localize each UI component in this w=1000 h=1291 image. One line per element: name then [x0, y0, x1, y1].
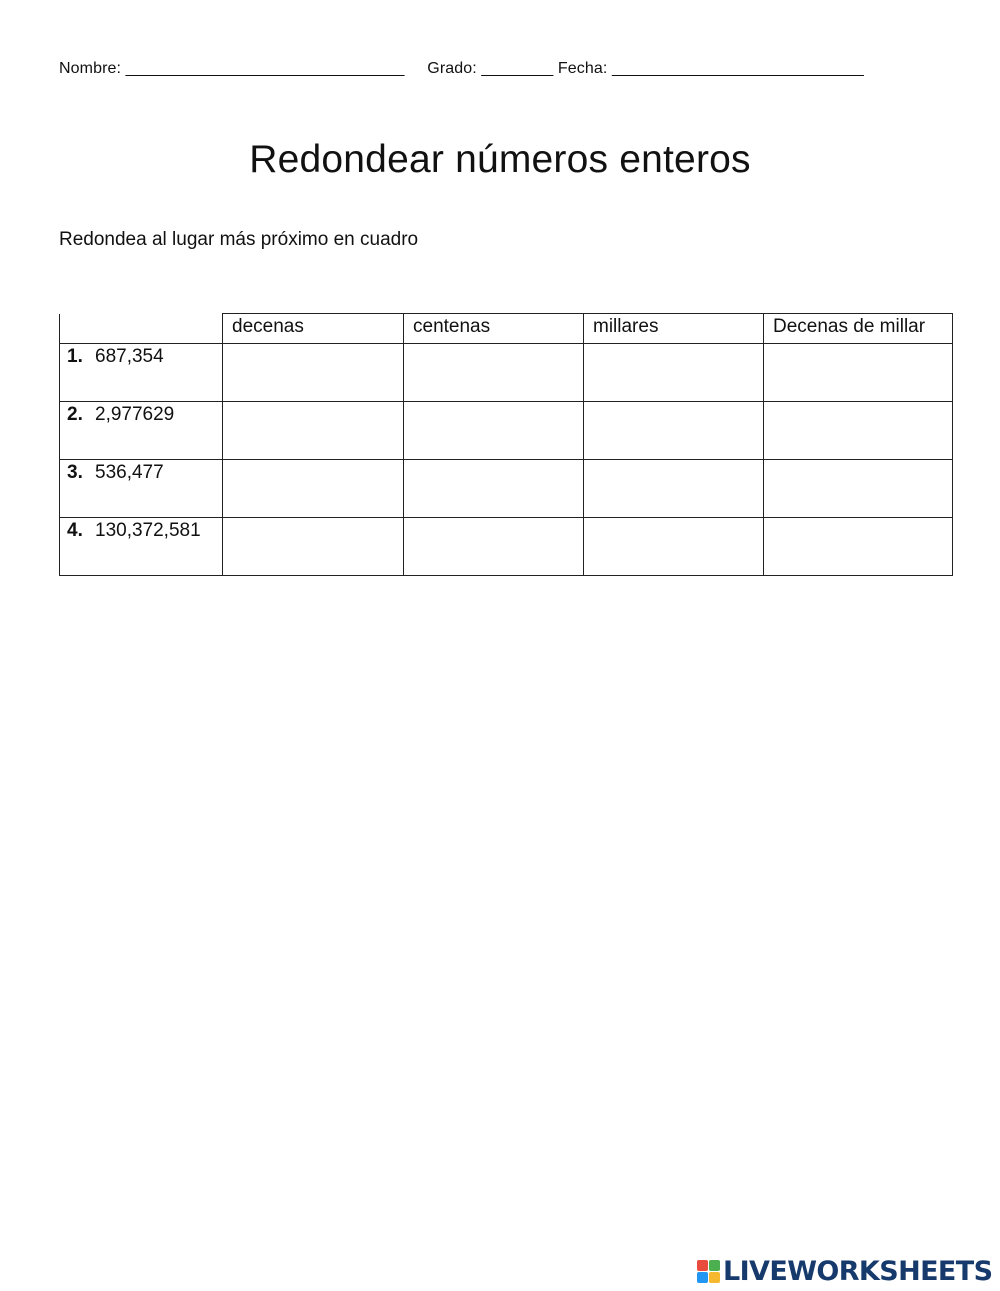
liveworksheets-logo: [697, 1256, 992, 1286]
student-info-line: [59, 60, 864, 78]
table-row: [60, 460, 953, 518]
rounding-table: [59, 313, 953, 576]
row-number: 2.: [67, 404, 83, 425]
column-header-blank: [60, 314, 223, 344]
row-number: 1.: [67, 346, 83, 367]
page-title: Redondear números enteros: [249, 138, 751, 181]
row-number: 4.: [67, 520, 83, 541]
nombre-blank[interactable]: _______________________________: [125, 60, 405, 77]
table-row: [60, 344, 953, 402]
number-value: 2,977629: [95, 404, 175, 425]
row-number: 3.: [67, 462, 83, 483]
answer-cell-decenas-de-millar[interactable]: [764, 344, 953, 402]
number-cell: [60, 344, 223, 402]
answer-cell-centenas[interactable]: [404, 344, 584, 402]
column-header-decenas-de-millar: Decenas de millar: [764, 314, 953, 344]
answer-cell-millares[interactable]: [584, 402, 764, 460]
answer-cell-decenas-de-millar[interactable]: [764, 402, 953, 460]
table-header-row: [60, 314, 953, 344]
answer-cell-millares[interactable]: [584, 518, 764, 576]
table-row: [60, 402, 953, 460]
liveworksheets-logo-icon: [697, 1260, 720, 1283]
column-header-decenas: decenas: [223, 314, 404, 344]
fecha-blank[interactable]: ____________________________: [611, 60, 864, 77]
number-value: 687,354: [95, 346, 164, 367]
answer-cell-centenas[interactable]: [404, 402, 584, 460]
grado-blank[interactable]: ________: [481, 60, 554, 77]
fecha-label: Fecha:: [557, 60, 612, 77]
answer-cell-decenas[interactable]: [223, 344, 404, 402]
number-cell: [60, 518, 223, 576]
number-cell: [60, 402, 223, 460]
answer-cell-decenas-de-millar[interactable]: [764, 518, 953, 576]
answer-cell-decenas-de-millar[interactable]: [764, 460, 953, 518]
number-cell: [60, 460, 223, 518]
answer-cell-millares[interactable]: [584, 460, 764, 518]
answer-cell-decenas[interactable]: [223, 460, 404, 518]
column-header-centenas: centenas: [404, 314, 584, 344]
liveworksheets-logo-text: LIVEWORKSHEETS: [723, 1255, 993, 1287]
answer-cell-millares[interactable]: [584, 344, 764, 402]
answer-cell-centenas[interactable]: [404, 518, 584, 576]
number-value: 536,477: [95, 462, 164, 483]
instructions-text: Redondea al lugar más próximo en cuadro: [59, 229, 419, 250]
answer-cell-centenas[interactable]: [404, 460, 584, 518]
answer-cell-decenas[interactable]: [223, 518, 404, 576]
table-row: [60, 518, 953, 576]
number-value: 130,372,581: [95, 520, 201, 541]
answer-cell-decenas[interactable]: [223, 402, 404, 460]
grado-label: Grado:: [427, 60, 482, 77]
nombre-label: Nombre:: [59, 60, 126, 77]
column-header-millares: millares: [584, 314, 764, 344]
